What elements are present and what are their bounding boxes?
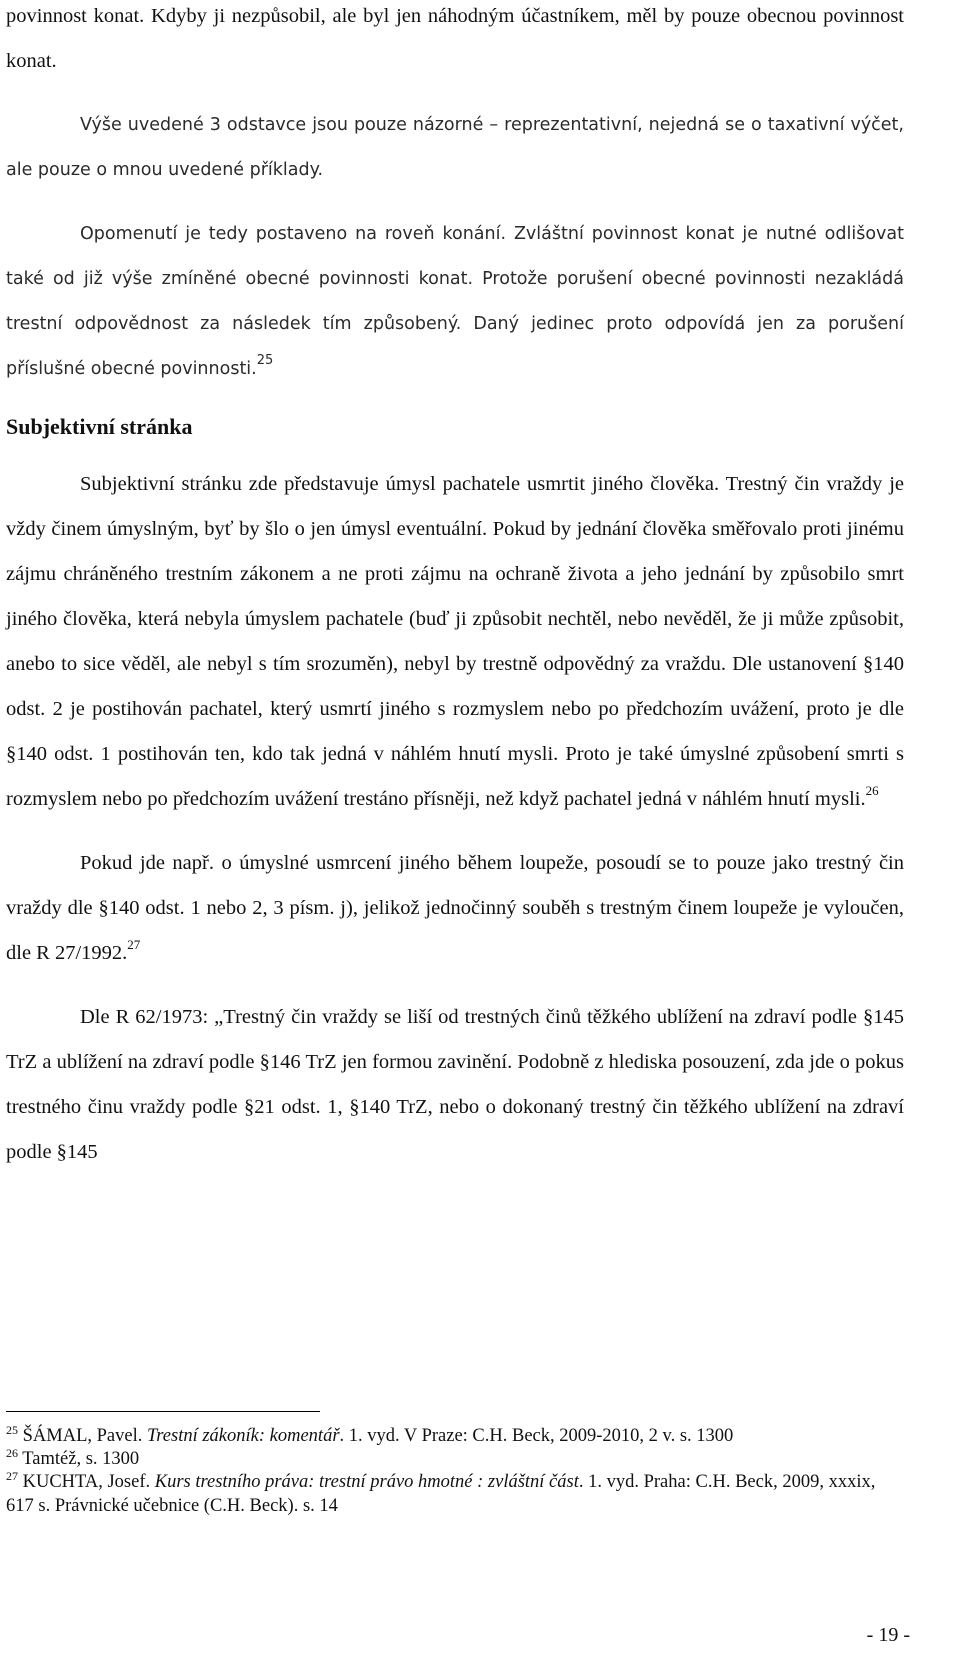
footnote-author: Tamtéž, s. 1300 bbox=[22, 1449, 140, 1469]
footnote-separator bbox=[6, 1411, 320, 1412]
section-heading: Subjektivní stránka bbox=[6, 414, 193, 439]
footnote-title: Kurs trestního práva: trestní právo hmotné : zvláštní část bbox=[154, 1472, 579, 1492]
footnote-25 bbox=[6, 1424, 896, 1448]
paragraph-3 bbox=[6, 212, 904, 392]
paragraph-4-text: Subjektivní stránku zde představuje úmysl pachatele usmrtit jiného člověka. Trestný čin vraždy je vždy činem úmyslným, byť by šlo o jen úmysl eventuální. Pokud by jednání člověka směřovalo proti jinému zájmu chráněného trestním zákonem a ne proti zájmu na ochraně života a jeho jednání by způsobilo smrt jiného člověka, která nebyla úmyslem pachatele (buď ji způsobit nechtěl, nebo nevěděl, že ji může způsobit, anebo to sice věděl, ale nebyl s tím srozuměn), nebyl by trestně odpovědný za vraždu. Dle ustanovení §140 odst. 2 je postihován pachatel, který usmrtí jiného s rozmyslem nebo po předchozím uvážení, proto je dle §140 odst. 1 postihován ten, kdo tak jedná v náhlém hnutí mysli. Proto je také úmyslné způsobení smrti s rozmyslem nebo po předchozím uvážení trestáno přísněji, než když pachatel jedná v náhlém hnutí mysli. bbox=[6, 473, 904, 810]
footnote-rest: . 1. vyd. V Praze: C.H. Beck, 2009-2010, 2 v. s. 1300 bbox=[339, 1426, 734, 1446]
paragraph-4 bbox=[6, 462, 904, 822]
paragraph-3-text: Opomenutí je tedy postaveno na roveň konání. Zvláštní povinnost konat je nutné odlišovat také od již výše zmíněné obecné povinnosti konat. Protože porušení obecné povinnosti nezakládá trestní odpovědnost za následek tím způsobený. Daný jedinec proto odpovídá jen za porušení příslušné obecné povinnosti. bbox=[6, 224, 904, 379]
paragraph-2: Výše uvedené 3 odstavce jsou pouze názorné – reprezentativní, nejedná se o taxativní výčet, ale pouze o mnou uvedené příklady. bbox=[6, 115, 904, 180]
footnote-26 bbox=[6, 1447, 896, 1471]
footnote-ref-26[interactable]: 26 bbox=[865, 783, 879, 798]
footnote-number: 26 bbox=[6, 1446, 18, 1460]
footnote-author: ŠÁMAL, Pavel. bbox=[22, 1426, 147, 1446]
footnote-author: KUCHTA, Josef. bbox=[22, 1472, 155, 1492]
footnote-number: 25 bbox=[6, 1423, 18, 1437]
footnote-rest: . 1. vyd. Praha: C.H. Beck, 2009, xxxix, 617 s. Právnické učebnice (C.H. Beck). s. 14 bbox=[6, 1472, 876, 1516]
paragraph-5 bbox=[6, 841, 904, 976]
footnote-ref-27[interactable]: 27 bbox=[127, 937, 141, 952]
footnote-ref-25[interactable]: 25 bbox=[256, 353, 274, 368]
footnote-27 bbox=[6, 1470, 896, 1518]
page-number: - 19 - bbox=[866, 1624, 910, 1646]
paragraph-6: Dle R 62/1973: „Trestný čin vraždy se liší od trestných činů těžkého ublížení na zdraví podle §145 TrZ a ublížení na zdraví podle §146 TrZ jen formou zavinění. Podobně z hlediska posouzení, zda jde o pokus trestného činu vraždy podle §21 odst. 1, §140 TrZ, nebo o dokonaný trestný čin těžkého ublížení na zdraví podle §145 bbox=[6, 1006, 904, 1163]
footnote-title: Trestní zákoník: komentář bbox=[147, 1426, 340, 1446]
footnote-number: 27 bbox=[6, 1469, 18, 1483]
document-page bbox=[6, 0, 904, 1175]
paragraph-5-text: Pokud jde např. o úmyslné usmrcení jiného během loupeže, posoudí se to pouze jako trestný čin vraždy dle §140 odst. 1 nebo 2, 3 písm. j), jelikož jednočinný souběh s trestným činem loupeže je vyloučen, dle R 27/1992. bbox=[6, 852, 904, 964]
paragraph-1: povinnost konat. Kdyby ji nezpůsobil, ale byl jen náhodným účastníkem, měl by pouze obecnou povinnost konat. bbox=[6, 5, 904, 72]
